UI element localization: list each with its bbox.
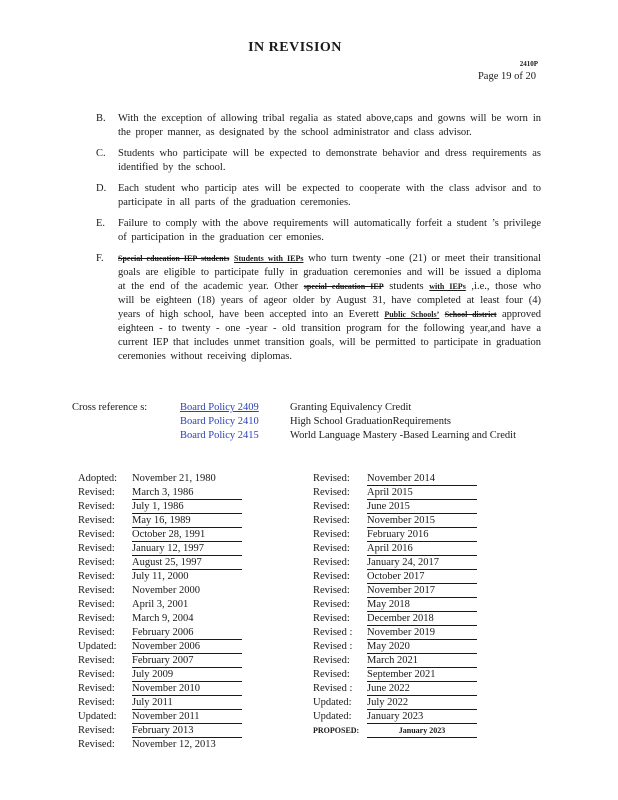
procedure-items xyxy=(96,112,541,371)
history-date: November 21, 1980 xyxy=(132,473,216,484)
item-text: Each student who particip ates will be expected to cooperate with the class advisor and to participate in all parts of the graduation ceremonies. xyxy=(118,183,541,208)
history-row xyxy=(78,612,242,626)
history-row xyxy=(313,710,477,724)
history-label: Revised: xyxy=(78,571,115,582)
history-label: Revised: xyxy=(78,529,115,540)
history-date: November 2000 xyxy=(132,585,200,596)
body-text: students xyxy=(383,281,430,292)
history-row xyxy=(313,584,477,598)
history-row xyxy=(313,542,477,556)
history-date: February 2006 xyxy=(132,626,242,640)
history-label: Revised: xyxy=(78,627,115,638)
history-date: April 2015 xyxy=(367,486,477,500)
item-letter: B. xyxy=(96,113,106,124)
history-label: Revised: xyxy=(313,515,350,526)
history-label: Revised: xyxy=(313,669,350,680)
history-row xyxy=(78,654,242,668)
item-letter: F. xyxy=(96,253,104,264)
history-row xyxy=(78,556,242,570)
history-row xyxy=(78,724,242,738)
inserted-text: Public Schools’ xyxy=(384,310,440,319)
inserted-text: Students with IEPs xyxy=(234,254,304,263)
history-label: Revised: xyxy=(78,655,115,666)
history-row xyxy=(313,654,477,668)
history-date: March 9, 2004 xyxy=(132,613,194,624)
body-text: ,i.e., those who will be eighteen (18) years of ageor older by August 31, have completed at least four (4) years of high school, have been accepted into an Everett xyxy=(118,281,542,320)
history-row xyxy=(313,668,477,682)
history-row xyxy=(313,528,477,542)
item-letter: C. xyxy=(96,148,106,159)
history-label: Revised: xyxy=(78,739,115,750)
history-row xyxy=(78,528,242,542)
history-row xyxy=(78,640,242,654)
history-label: Revised: xyxy=(313,613,350,624)
history-row xyxy=(78,738,242,752)
policy-link-2409[interactable]: Board Policy 2409 xyxy=(180,402,259,413)
history-label: Updated: xyxy=(78,641,117,652)
history-date: November 2017 xyxy=(367,584,477,598)
history-row xyxy=(78,626,242,640)
history-date: October 28, 1991 xyxy=(132,528,242,542)
history-row xyxy=(78,542,242,556)
policy-link-2410[interactable]: Board Policy 2410 xyxy=(180,416,259,427)
history-date: November 2011 xyxy=(132,710,242,724)
history-label: Revised: xyxy=(313,557,350,568)
history-label: Revised: xyxy=(78,501,115,512)
item-f xyxy=(96,252,541,364)
history-label: Revised: xyxy=(313,599,350,610)
history-row xyxy=(78,500,242,514)
history-row xyxy=(313,472,477,486)
body-text: approved eighteen - to twenty - one -year - old transition program for the following year,and have a current IEP that includes unmet transition goals, will be permitted to participate in graduation ceremonies without receiving diplomas. xyxy=(118,309,542,362)
history-label: Revised: xyxy=(78,515,115,526)
item-text: Students who participate will be expected to demonstrate behavior and dress requirements as identified by the school. xyxy=(118,148,541,173)
history-row xyxy=(78,696,242,710)
cross-reference-label: Cross reference s: xyxy=(72,402,148,413)
history-label: Revised: xyxy=(78,599,115,610)
body-text: who turn twenty -one (21) or meet their transitional goals are eligible to participate fully in graduation ceremonies and will be issued a diploma at the end of the academic year. Other xyxy=(118,253,542,292)
history-row xyxy=(78,668,242,682)
history-label: Updated: xyxy=(313,711,352,722)
history-date: February 2013 xyxy=(132,724,242,738)
item-text xyxy=(118,252,541,364)
history-row xyxy=(313,724,477,738)
history-label: Revised: xyxy=(78,669,115,680)
history-date: July 1, 1986 xyxy=(132,500,242,514)
item-c xyxy=(96,147,541,175)
history-date: January 24, 2017 xyxy=(367,556,477,570)
history-label: PROPOSED: xyxy=(313,726,360,735)
history-date: July 2009 xyxy=(132,668,242,682)
history-row xyxy=(78,682,242,696)
history-row xyxy=(78,472,242,486)
history-date: March 3, 1986 xyxy=(132,486,242,500)
history-date: July 2011 xyxy=(132,696,242,710)
page-number: Page 19 of 20 xyxy=(477,71,536,82)
history-date: July 11, 2000 xyxy=(132,571,189,582)
revision-history-left xyxy=(78,472,242,752)
policy-link-2415[interactable]: Board Policy 2415 xyxy=(180,430,259,441)
history-label: Revised: xyxy=(78,613,115,624)
history-label: Revised: xyxy=(313,571,350,582)
cross-reference-row xyxy=(180,429,540,443)
history-label: Revised : xyxy=(313,627,353,638)
history-label: Revised: xyxy=(78,487,115,498)
history-label: Revised: xyxy=(313,501,350,512)
item-text: With the exception of allowing tribal regalia as stated above,caps and gowns will be worn in the proper manner, as designated by the school administrator and class advisor. xyxy=(118,113,541,138)
history-row xyxy=(78,598,242,612)
history-date: November 2019 xyxy=(367,626,477,640)
page-title: IN REVISION xyxy=(248,40,342,55)
history-date: June 2022 xyxy=(367,682,477,696)
cross-reference-row xyxy=(180,415,540,429)
history-row xyxy=(313,696,477,710)
history-date: October 2017 xyxy=(367,570,477,584)
history-row xyxy=(313,598,477,612)
struck-text: special education IEP xyxy=(303,282,384,291)
history-date: April 2016 xyxy=(367,542,477,556)
policy-number: 2410P xyxy=(519,60,538,68)
history-row xyxy=(78,584,242,598)
item-letter: D. xyxy=(96,183,107,194)
history-date: December 2018 xyxy=(367,612,477,626)
history-date: May 16, 1989 xyxy=(132,514,242,528)
history-date: May 2020 xyxy=(367,640,477,654)
history-label: Adopted: xyxy=(78,473,118,484)
history-date: September 2021 xyxy=(367,668,477,682)
history-label: Revised : xyxy=(313,641,353,652)
history-date: May 2018 xyxy=(367,598,477,612)
history-row xyxy=(313,486,477,500)
history-row xyxy=(78,486,242,500)
history-row xyxy=(313,514,477,528)
history-row xyxy=(313,612,477,626)
history-label: Revised: xyxy=(313,655,350,666)
history-label: Revised: xyxy=(313,543,350,554)
history-row xyxy=(313,500,477,514)
inserted-text: with IEPs xyxy=(429,282,466,291)
history-date: November 2010 xyxy=(132,682,242,696)
history-date: February 2016 xyxy=(367,528,477,542)
history-row xyxy=(313,640,477,654)
history-date: August 25, 1997 xyxy=(132,556,242,570)
history-row xyxy=(313,682,477,696)
history-date: January 12, 1997 xyxy=(132,542,242,556)
item-e xyxy=(96,217,541,245)
history-label: Revised: xyxy=(78,683,115,694)
policy-description: World Language Mastery -Based Learning and Credit xyxy=(290,430,516,441)
item-letter: E. xyxy=(96,218,106,229)
history-label: Revised: xyxy=(78,697,115,708)
history-label: Revised: xyxy=(313,487,350,498)
history-row xyxy=(78,710,242,724)
policy-description: Granting Equivalency Credit xyxy=(290,402,412,413)
history-date: July 2022 xyxy=(367,696,477,710)
history-label: Revised: xyxy=(313,529,350,540)
history-row xyxy=(313,556,477,570)
history-label: Revised : xyxy=(313,683,353,694)
history-date: November 12, 2013 xyxy=(132,739,216,750)
history-date: March 2021 xyxy=(367,654,477,668)
struck-text: Special education IEP students xyxy=(118,254,230,263)
history-date: November 2015 xyxy=(367,514,477,528)
history-row xyxy=(78,570,242,584)
history-label: Revised: xyxy=(313,473,350,484)
revision-history-right xyxy=(313,472,477,738)
history-date: November 2014 xyxy=(367,472,477,486)
history-date: April 3, 2001 xyxy=(132,599,189,610)
history-date: June 2015 xyxy=(367,500,477,514)
history-label: Revised: xyxy=(78,543,115,554)
history-label: Revised: xyxy=(78,585,115,596)
history-label: Updated: xyxy=(78,711,117,722)
history-row xyxy=(78,514,242,528)
item-text: Failure to comply with the above requirements will automatically forfeit a student ’s privilege of participation in the graduation cer emonies. xyxy=(118,218,541,243)
history-label: Updated: xyxy=(313,697,352,708)
history-label: Revised: xyxy=(313,585,350,596)
item-b xyxy=(96,112,541,140)
history-row xyxy=(313,570,477,584)
history-date: November 2006 xyxy=(132,640,242,654)
history-label: Revised: xyxy=(78,725,115,736)
history-date: February 2007 xyxy=(132,654,242,668)
history-row xyxy=(313,626,477,640)
history-label: Revised: xyxy=(78,557,115,568)
struck-text: School district xyxy=(444,310,497,319)
cross-reference-row xyxy=(180,401,540,415)
history-date: January 2023 xyxy=(367,724,477,738)
policy-description: High School GraduationRequirements xyxy=(290,416,451,427)
item-d xyxy=(96,182,541,210)
history-date: January 2023 xyxy=(367,710,477,724)
